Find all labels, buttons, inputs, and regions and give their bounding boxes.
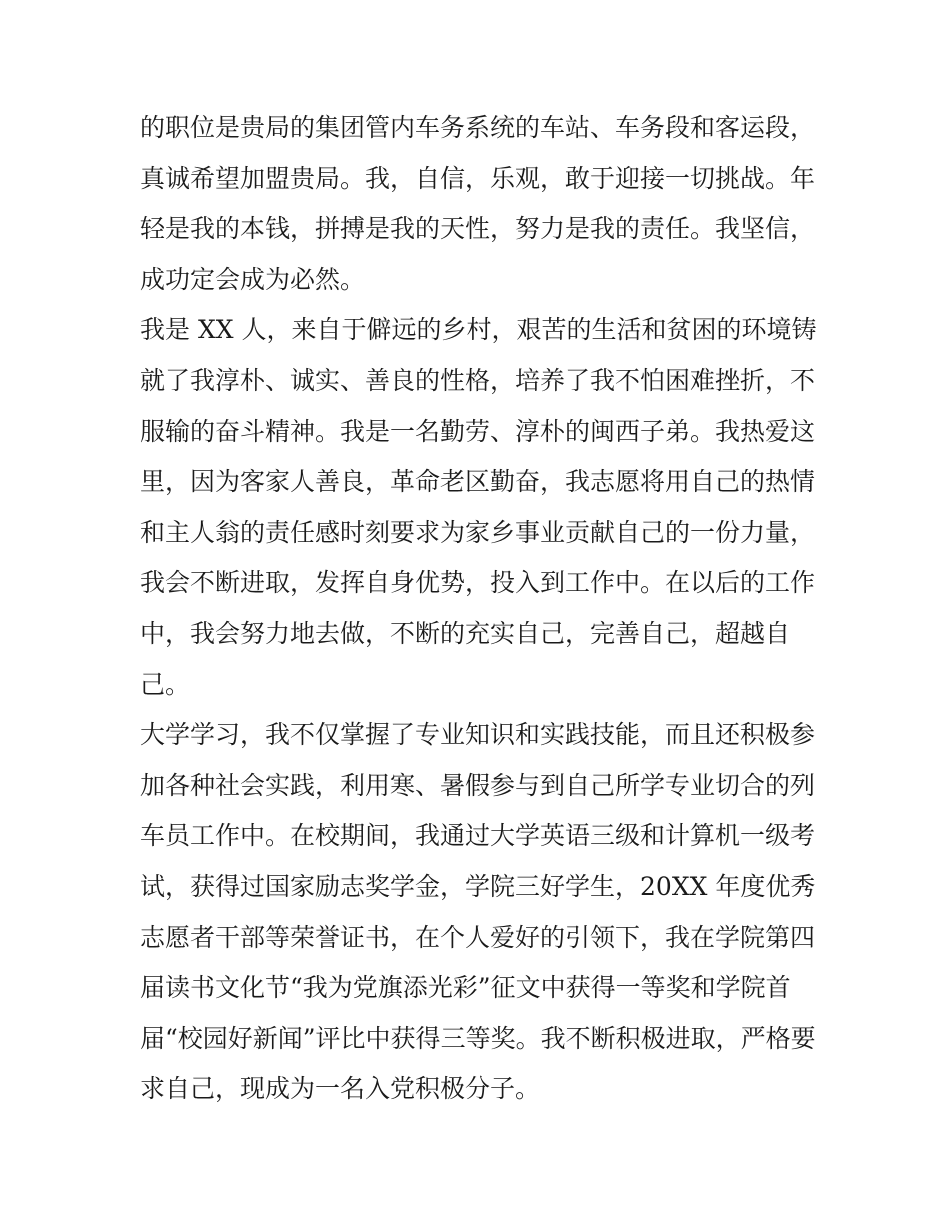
- text-line: 届“校园好新闻”评比中获得三等奖。我不断积极进取，严格要: [140, 1023, 816, 1053]
- text-line: 志愿者干部等荣誉证书，在个人爱好的引领下，我在学院第四: [140, 922, 816, 952]
- text-line: 求自己，现成为一名入党积极分子。: [140, 1074, 541, 1104]
- text-line: 的职位是贵局的集团管内车务系统的车站、车务段和客运段，: [140, 113, 816, 142]
- text-line: 我是 XX 人，来自于僻远的乡村，艰苦的生活和贫困的环境铸: [140, 315, 817, 345]
- text-line: 届读书文化节“我为党旗添光彩”征文中获得一等奖和学院首: [140, 973, 791, 1003]
- text-line: 和主人翁的责任感时刻要求为家乡事业贡献自己的一份力量，: [140, 517, 816, 547]
- text-line: 真诚希望加盟贵局。我，自信，乐观，敢于迎接一切挑战。年: [140, 163, 816, 193]
- text-line: 大学学习，我不仅掌握了专业知识和实践技能，而且还积极参: [140, 720, 816, 750]
- text-line: 己。: [140, 669, 191, 699]
- text-line: 车员工作中。在校期间，我通过大学英语三级和计算机一级考: [140, 821, 816, 851]
- text-line: 加各种社会实践，利用寒、暑假参与到自己所学专业切合的列: [140, 770, 816, 800]
- text-line: 中，我会努力地去做，不断的充实自己，完善自己，超越自: [140, 618, 791, 648]
- text-line: 我会不断进取，发挥自身优势，投入到工作中。在以后的工作: [140, 568, 816, 598]
- text-line: 里，因为客家人善良，革命老区勤奋，我志愿将用自己的热情: [140, 467, 816, 497]
- text-line: 试，获得过国家励志奖学金，学院三好学生，20XX 年度优秀: [140, 871, 816, 901]
- text-line: 轻是我的本钱，拼搏是我的天性，努力是我的责任。我坚信，: [140, 214, 816, 244]
- body-text: [140, 103, 820, 1115]
- text-line: 成功定会成为必然。: [140, 264, 366, 294]
- text-line: 服输的奋斗精神。我是一名勤劳、淳朴的闽西子弟。我热爱这: [140, 416, 816, 446]
- text-line: 就了我淳朴、诚实、善良的性格，培养了我不怕困难挫折，不: [140, 365, 816, 395]
